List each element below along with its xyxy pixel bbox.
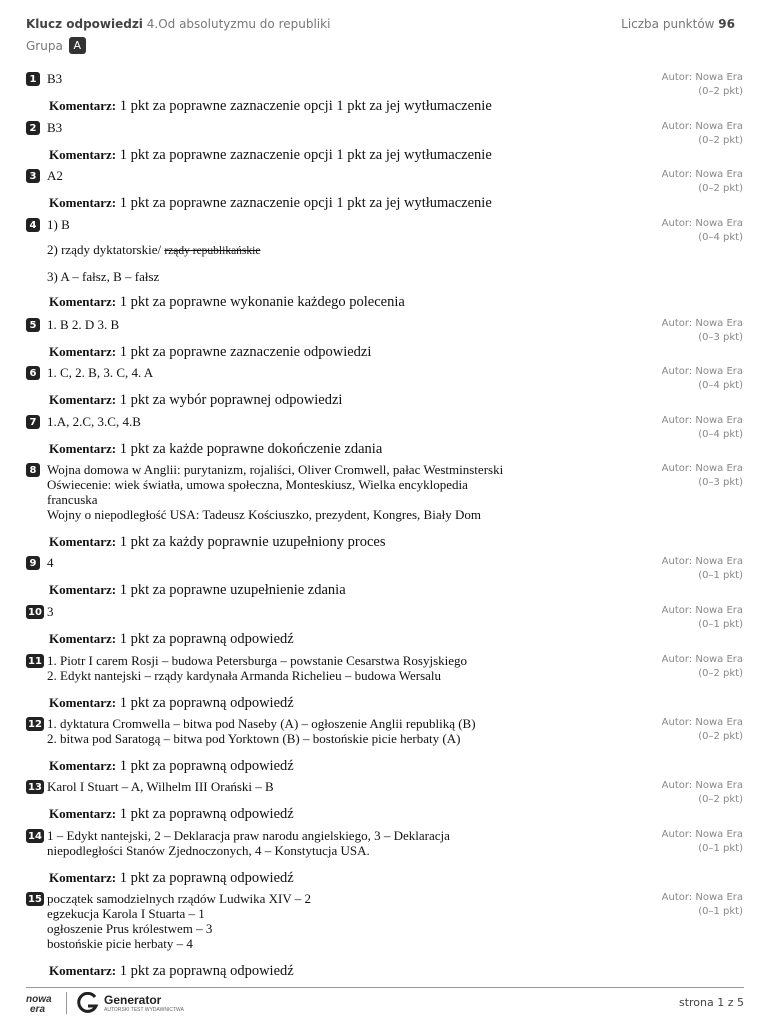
question-number-badge: 13 [28, 781, 42, 793]
points-range: (0–2 pkt) [698, 86, 743, 97]
answer-text [47, 828, 607, 858]
author-label: Autor: Nowa Era [661, 72, 743, 83]
answer-meta [662, 779, 743, 807]
logo-era-text: era [30, 1004, 46, 1014]
question-number-badge: 11 [28, 655, 42, 667]
answer-text [47, 317, 607, 332]
author-label: Autor: Nowa Era [661, 121, 743, 132]
comment-text: 1 pkt za poprawną odpowiedź [119, 870, 294, 886]
author-label: Autor: Nowa Era [661, 654, 743, 665]
answer-meta [662, 891, 743, 919]
answer-text [47, 217, 607, 284]
answer-main: 1. B 2. D 3. B [47, 317, 120, 332]
comment-text: 1 pkt za poprawne zaznaczenie opcji 1 pkt za jej wytłumaczenie [119, 98, 492, 114]
generator-sub: AUTORSKI TEST WYDAWNICTWA [104, 1007, 184, 1013]
answer-meta [662, 71, 743, 99]
comment [49, 534, 386, 551]
comment-label: Komentarz: [49, 195, 117, 210]
comment [49, 806, 294, 823]
answer-text [47, 120, 607, 135]
author-label: Autor: Nowa Era [661, 366, 743, 377]
comment [49, 963, 294, 980]
answer-line-2 [47, 242, 607, 259]
question-number-badge: 5 [26, 318, 40, 332]
comment-label: Komentarz: [49, 441, 117, 456]
nowa-era-logo [24, 992, 60, 1014]
answer-text [47, 168, 607, 183]
comment-label: Komentarz: [49, 98, 117, 113]
question-number-badge: 10 [28, 606, 42, 618]
answer-meta [662, 716, 743, 744]
footer-divider [26, 987, 744, 988]
question-number-badge: 7 [26, 415, 40, 429]
answer-meta [662, 555, 743, 583]
comment [49, 758, 294, 775]
comment [49, 441, 382, 458]
question-number-badge: 9 [26, 556, 40, 570]
generator-label: Generator [104, 993, 162, 1007]
comment-label: Komentarz: [49, 294, 117, 309]
comment-text: 1 pkt za poprawne uzupełnienie zdania [119, 582, 346, 598]
comment [49, 294, 405, 311]
comment [49, 392, 342, 409]
comment-text: 1 pkt za poprawną odpowiedź [119, 631, 294, 647]
comment [49, 344, 371, 361]
author-label: Autor: Nowa Era [661, 463, 743, 474]
points-range: (0–4 pkt) [698, 429, 743, 440]
answer-meta [662, 120, 743, 148]
question-number-badge: 1 [26, 72, 40, 86]
comment-label: Komentarz: [49, 963, 117, 978]
comment [49, 147, 492, 164]
author-label: Autor: Nowa Era [661, 415, 743, 426]
comment [49, 695, 294, 712]
answer-main: 4 [47, 555, 54, 570]
comment-label: Komentarz: [49, 806, 117, 821]
generator-logo [76, 992, 184, 1019]
answer-main: 1 – Edykt nantejski, 2 – Deklaracja praw narodu angielskiego, 3 – Deklaracja niepodległości Stanów Zjednoczonych, 4 – Konstytucja USA. [47, 828, 450, 858]
points-range: (0–1 pkt) [698, 570, 743, 581]
comment-text: 1 pkt za poprawną odpowiedź [119, 758, 294, 774]
question-number-badge: 12 [28, 718, 42, 730]
answer-main: 1. Piotr I carem Rosji – budowa Petersburga – powstanie Cesarstwa Rosyjskiego 2. Edykt nantejski – rządy kardynała Armanda Richelieu – budowa Wersalu [47, 653, 468, 683]
points-range: (0–4 pkt) [698, 380, 743, 391]
comment [49, 98, 492, 115]
answer-main: 1. C, 2. B, 3. C, 4. A [47, 365, 154, 380]
author-label: Autor: Nowa Era [661, 169, 743, 180]
comment-label: Komentarz: [49, 344, 117, 359]
answer-line-3: 3) A – fałsz, B – fałsz [47, 269, 160, 284]
author-label: Autor: Nowa Era [661, 605, 743, 616]
answer-meta [662, 217, 743, 245]
question-number-badge: 3 [26, 169, 40, 183]
comment-text: 1 pkt za poprawne zaznaczenie opcji 1 pkt za jej wytłumaczenie [119, 195, 492, 211]
points-range: (0–2 pkt) [698, 668, 743, 679]
group-badge: A [69, 37, 86, 54]
comment-text: 1 pkt za każde poprawne dokończenie zdania [119, 441, 383, 457]
points-range: (0–1 pkt) [698, 619, 743, 630]
answer-text [47, 891, 607, 951]
answer-meta [662, 653, 743, 681]
answer-main: 1. dyktatura Cromwella – bitwa pod Naseby (A) – ogłoszenie Anglii republiką (B) 2. bitwa pod Saratogą – bitwa pod Yorktown (B) – bostońskie picie herbaty (A) [47, 716, 476, 746]
author-label: Autor: Nowa Era [661, 717, 743, 728]
answer-meta [662, 168, 743, 196]
document-title [26, 17, 330, 31]
points-range: (0–1 pkt) [698, 843, 743, 854]
document-title-bold: Klucz odpowiedzi [26, 17, 143, 31]
comment-text: 1 pkt za poprawną odpowiedź [119, 806, 294, 822]
answer-text [47, 414, 607, 429]
author-label: Autor: Nowa Era [661, 892, 743, 903]
answer-text [47, 462, 607, 522]
answer-meta [662, 828, 743, 856]
comment-label: Komentarz: [49, 534, 117, 549]
answer-main: początek samodzielnych rządów Ludwika XIV – 2 egzekucja Karola I Stuarta – 1 ogłoszenie Prus królestwem – 3 bostońskie picie herbaty – 4 [47, 891, 312, 951]
question-number-badge: 8 [26, 463, 40, 477]
comment [49, 195, 492, 212]
comment-text: 1 pkt za każdy poprawnie uzupełniony proces [119, 534, 386, 550]
author-label: Autor: Nowa Era [661, 218, 743, 229]
logo-nowa-text: nowa [26, 994, 52, 1005]
answer-main: Wojna domowa w Anglii: purytanizm, rojaliści, Oliver Cromwell, pałac Westminsterski Oświecenie: wiek światła, umowa społeczna, Monteskiusz, Wielka encyklopedia francuska Wojny o niepodległość USA: Tadeusz Kościuszko, prezydent, Kongres, Biały Dom [47, 462, 504, 522]
comment-label: Komentarz: [49, 631, 117, 646]
comment-label: Komentarz: [49, 582, 117, 597]
author-label: Autor: Nowa Era [661, 829, 743, 840]
points-range: (0–2 pkt) [698, 794, 743, 805]
answer-text [47, 555, 607, 570]
answer-text [47, 604, 607, 619]
author-label: Autor: Nowa Era [661, 318, 743, 329]
answer-text [47, 71, 607, 86]
points-range: (0–2 pkt) [698, 135, 743, 146]
points-range: (0–2 pkt) [698, 183, 743, 194]
answer-text [47, 653, 607, 683]
points-value: 96 [718, 17, 735, 31]
group-label: Grupa [26, 38, 63, 53]
comment-label: Komentarz: [49, 758, 117, 773]
comment-label: Komentarz: [49, 147, 117, 162]
points-range: (0–3 pkt) [698, 477, 743, 488]
answer-text [47, 365, 607, 380]
comment-text: 1 pkt za wybór poprawnej odpowiedzi [119, 392, 343, 408]
answer-line-2-strikethrough: rządy republikańskie [164, 245, 261, 257]
question-number-badge: 6 [26, 366, 40, 380]
answer-line-2-text: 2) rządy dyktatorskie/ [47, 242, 165, 257]
comment-label: Komentarz: [49, 695, 117, 710]
author-label: Autor: Nowa Era [661, 780, 743, 791]
answer-meta [662, 604, 743, 632]
answer-main: B3 [47, 120, 63, 135]
answer-meta [662, 317, 743, 345]
comment-text: 1 pkt za poprawną odpowiedź [119, 963, 294, 979]
points-label: Liczba punktów [621, 17, 719, 31]
answer-text [47, 779, 607, 794]
comment-label: Komentarz: [49, 870, 117, 885]
answer-main: 1.A, 2.C, 3.C, 4.B [47, 414, 141, 429]
comment-text: 1 pkt za poprawne wykonanie każdego polecenia [119, 294, 405, 310]
question-number-badge: 2 [26, 121, 40, 135]
logo-separator [66, 992, 67, 1014]
answer-main: 3 [47, 604, 54, 619]
document-title-rest: 4.Od absolutyzmu do republiki [142, 17, 331, 31]
points-range: (0–3 pkt) [698, 332, 743, 343]
question-number-badge: 4 [26, 218, 40, 232]
comment-label: Komentarz: [49, 392, 117, 407]
comment [49, 582, 346, 599]
answer-main: Karol I Stuart – A, Wilhelm III Orański – B [47, 779, 274, 794]
comment-text: 1 pkt za poprawne zaznaczenie opcji 1 pkt za jej wytłumaczenie [119, 147, 492, 163]
answer-meta [662, 365, 743, 393]
answer-main: B3 [47, 71, 63, 86]
comment-text: 1 pkt za poprawną odpowiedź [119, 695, 294, 711]
page-number: strona 1 z 5 [678, 996, 744, 1009]
points-range: (0–4 pkt) [698, 232, 743, 243]
comment-text: 1 pkt za poprawne zaznaczenie odpowiedzi [119, 344, 372, 360]
comment [49, 631, 294, 648]
answer-main: 1) B [47, 217, 70, 232]
comment [49, 870, 294, 887]
group-indicator [26, 37, 86, 54]
question-number-badge: 15 [28, 893, 42, 905]
generator-g-icon [76, 992, 100, 1014]
author-label: Autor: Nowa Era [661, 556, 743, 567]
points-total [621, 17, 735, 31]
answer-meta [662, 462, 743, 490]
question-number-badge: 14 [28, 830, 42, 842]
answer-meta [662, 414, 743, 442]
answer-text [47, 716, 607, 746]
points-range: (0–1 pkt) [698, 906, 743, 917]
points-range: (0–2 pkt) [698, 731, 743, 742]
answer-main: A2 [47, 168, 63, 183]
